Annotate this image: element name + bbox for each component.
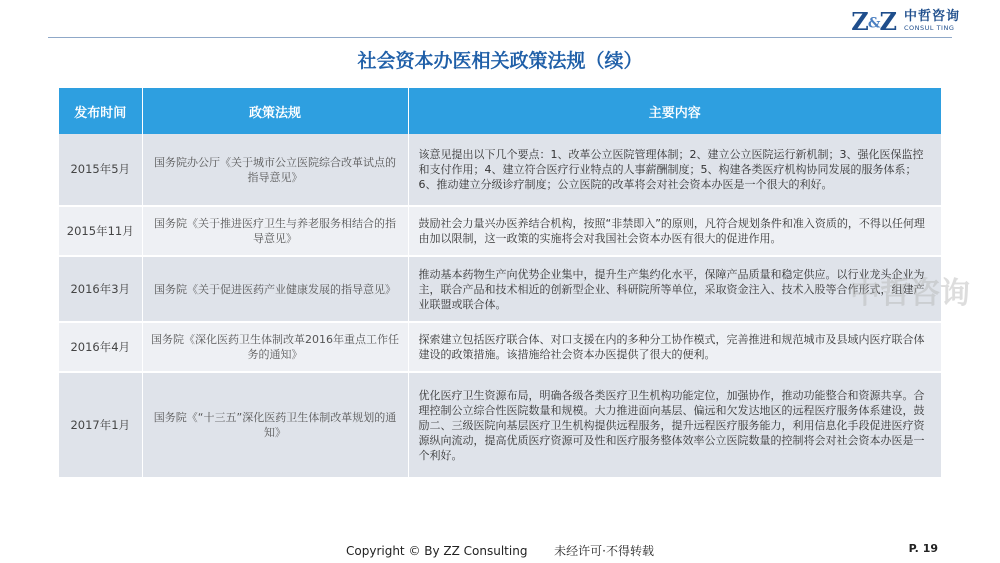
logo-name-cn: 中哲咨询 xyxy=(903,9,960,25)
watermark: 中哲咨询 xyxy=(850,276,970,311)
footer-copyright: Copyright © By ZZ Consulting xyxy=(346,544,528,558)
table-header-row xyxy=(59,88,941,134)
header-date: 发布时间 xyxy=(59,88,142,134)
row-policy: 国务院《关于推进医疗卫生与养老服务相结合的指导意见》 xyxy=(142,206,408,256)
row-content: 鼓励社会力量兴办医养结合机构，按照“非禁即入”的原则，凡符合规划条件和准入资质的，不得以任何理由加以限制，这一政策的实施将会对我国社会资本办医有很大的促进作用。 xyxy=(408,206,941,256)
logo-name-en: CONSUL TING xyxy=(903,24,955,33)
row-content: 优化医疗卫生资源布局，明确各级各类医疗卫生机构功能定位，加强协作，推动功能整合和资源共享。合理控制公立综合性医院数量和规模。大力推进面向基层、偏远和欠发达地区的远程医疗服务体系建设，鼓励二、三级医院向基层医疗卫生机构提供远程服务，提升远程医疗服务能力，利用信息化手段促进医疗资源纵向流动，提高优质医疗资源可及性和医疗服务整体效率公立医院数量的控制将会对社会资本办医是一个利好。 xyxy=(408,372,941,478)
company-logo xyxy=(851,6,960,36)
table-row xyxy=(59,372,941,478)
row-policy: 国务院《关于促进医药产业健康发展的指导意见》 xyxy=(142,256,408,322)
table-row xyxy=(59,322,941,372)
header-policy: 政策法规 xyxy=(142,88,408,134)
page-number: P. 19 xyxy=(908,542,938,555)
logo-mark: Z&Z xyxy=(851,6,896,36)
row-date: 2016年3月 xyxy=(59,256,142,322)
header-content: 主要内容 xyxy=(408,88,941,134)
table-row xyxy=(59,206,941,256)
row-date: 2017年1月 xyxy=(59,372,142,478)
row-policy: 国务院《深化医药卫生体制改革2016年重点工作任务的通知》 xyxy=(142,322,408,372)
row-policy: 国务院《“十三五”深化医药卫生体制改革规划的通知》 xyxy=(142,372,408,478)
row-content: 该意见提出以下几个要点：1、改革公立医院管理体制；2、建立公立医院运行新机制；3、强化医保监控和支付作用；4、建立符合医疗行业特点的人事薪酬制度；5、构建各类医疗机构协同发展的服务体系；6、推动建立分级诊疗制度；公立医院的改革将会对社会资本办医是一个很大的利好。 xyxy=(408,134,941,206)
table-row xyxy=(59,134,941,206)
table-row xyxy=(59,256,941,322)
header-divider xyxy=(48,37,952,38)
slide-title: 社会资本办医相关政策法规（续） xyxy=(357,50,643,72)
row-content: 探索建立包括医疗联合体、对口支援在内的多种分工协作模式，完善推进和规范城市及县域内医疗联合体建设的政策措施。该措施给社会资本办医提供了很大的便利。 xyxy=(408,322,941,372)
row-date: 2015年11月 xyxy=(59,206,142,256)
footer xyxy=(0,542,1000,559)
row-content: 推动基本药物生产向优势企业集中，提升生产集约化水平，保障产品质量和稳定供应。以行业龙头企业为主，联合产品和技术相近的创新型企业、科研院所等单位，采取资金注入、技术入股等合作形式，组建产业联盟或联合体。 xyxy=(408,256,941,322)
row-date: 2016年4月 xyxy=(59,322,142,372)
policy-table xyxy=(59,88,941,479)
row-date: 2015年5月 xyxy=(59,134,142,206)
row-policy: 国务院办公厅《关于城市公立医院综合改革试点的指导意见》 xyxy=(142,134,408,206)
footer-notice: 未经许可·不得转载 xyxy=(554,544,654,558)
